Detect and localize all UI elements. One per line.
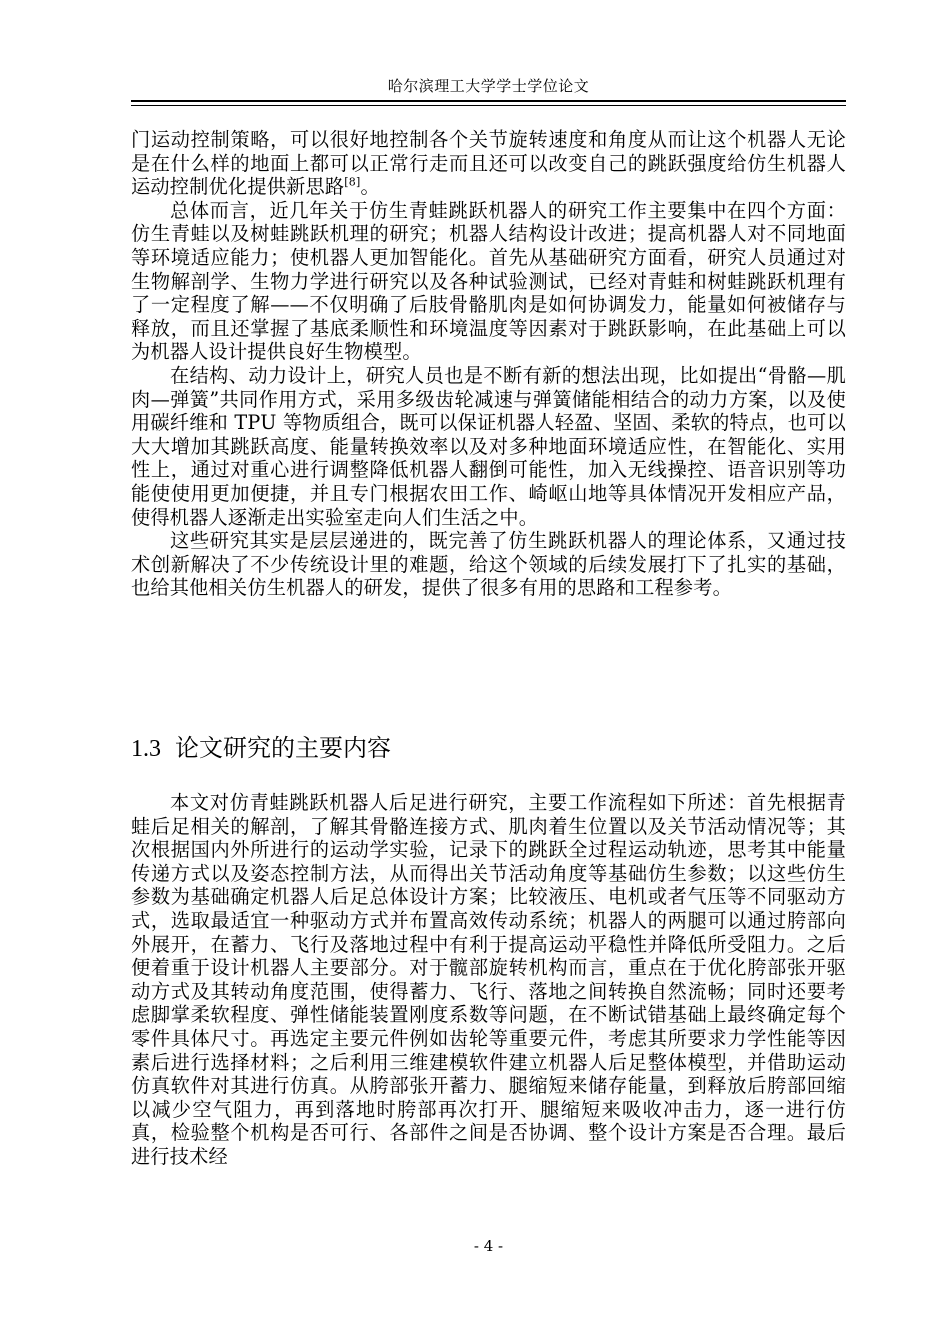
header-rule-thin [131,105,846,106]
section-number: 1.3 [131,736,161,762]
body-text-block [131,128,846,600]
citation-marker: [8] [344,175,361,189]
section-heading [131,732,391,765]
paragraph-tail: 。 [360,175,380,199]
paragraph: 这些研究其实是层层递进的，既完善了仿生跳跃机器人的理论体系，又通过技术创新解决了不少传统设计里的难题，给这个领域的后续发展打下了扎实的基础，也给其他相关仿生机器人的研发，提供了很多有用的思路和工程参考。 [131,529,846,600]
section-body-text [131,791,846,1169]
paragraph: 本文对仿青蛙跳跃机器人后足进行研究，主要工作流程如下所述：首先根据青蛙后足相关的解剖，了解其骨骼连接方式、肌肉着生位置以及关节活动情况等；其次根据国内外所进行的运动学实验，记录下的跳跃全过程运动轨迹，思考其中能量传递方式以及姿态控制方法，从而得出关节活动角度等基础仿生参数；以这些仿生参数为基础确定机器人后足总体设计方案；比较液压、电机或者气压等不同驱动方式，选取最适宜一种驱动方式并布置高效传动系统；机器人的两腿可以通过胯部向外展开，在蓄力、飞行及落地过程中有利于提高运动平稳性并降低所受阻力。之后便着重于设计机器人主要部分。对于髋部旋转机构而言，重点在于优化胯部张开驱动方式及其转动角度范围，使得蓄力、飞行、落地之间转换自然流畅；同时还要考虑脚掌柔软程度、弹性储能装置刚度系数等问题，在不断试错基础上最终确定每个零件具体尺寸。再选定主要元件例如齿轮等重要元件，考虑其所要求力学性能等因素后进行选择材料；之后利用三维建模软件建立机器人后足整体模型，并借助运动仿真软件对其进行仿真。从胯部张开蓄力、腿缩短来储存能量，到释放后胯部回缩以减少空气阻力，再到落地时胯部再次打开、腿缩短来吸收冲击力，逐一进行仿真，检验整个机构是否可行、各部件之间是否协调、整个设计方案是否合理。最后进行技术经 [131,791,846,1168]
paragraph-continued [131,128,846,199]
paragraph-text: 门运动控制策略，可以很好地控制各个关节旋转速度和角度从而让这个机器人无论是在什么样的地面上都可以正常行走而且还可以改变自己的跳跃强度给仿生机器人运动控制优化提供新思路 [131,128,846,199]
paragraph: 在结构、动力设计上，研究人员也是不断有新的想法出现，比如提出“骨骼—肌肉—弹簧”共同作用方式，采用多级齿轮减速与弹簧储能相结合的动力方案，以及使用碳纤维和 TPU 等物质组合，既可以保证机器人轻盈、坚固、柔软的特点，也可以大大增加其跳跃高度、能量转换效率以及对多种地面环境适应性，在智能化、实用性上，通过对重心进行调整降低机器人翻倒可能性，加入无线操控、语音识别等功能使使用更加便捷，并且专门根据农田工作、崎岖山地等具体情况开发相应产品，使得机器人逐渐走出实验室走向人们生活之中。 [131,363,846,529]
page-number: - 4 - [473,1237,504,1255]
paragraph: 总体而言，近几年关于仿生青蛙跳跃机器人的研究工作主要集中在四个方面：仿生青蛙以及树蛙跳跃机理的研究；机器人结构设计改进；提高机器人对不同地面等环境适应能力；使机器人更加智能化。首先从基础研究方面看，研究人员通过对生物解剖学、生物力学进行研究以及各种试验测试，已经对青蛙和树蛙跳跃机理有了一定程度了解——不仅明确了后肢骨骼肌肉是如何协调发力，能量如何被储存与释放，而且还掌握了基底柔顺性和环境温度等因素对于跳跃影响，在此基础上可以为机器人设计提供良好生物模型。 [131,198,846,364]
running-header: 哈尔滨理工大学学士学位论文 [387,77,590,95]
section-title: 论文研究的主要内容 [175,734,391,762]
header-rule-thick [131,100,846,102]
